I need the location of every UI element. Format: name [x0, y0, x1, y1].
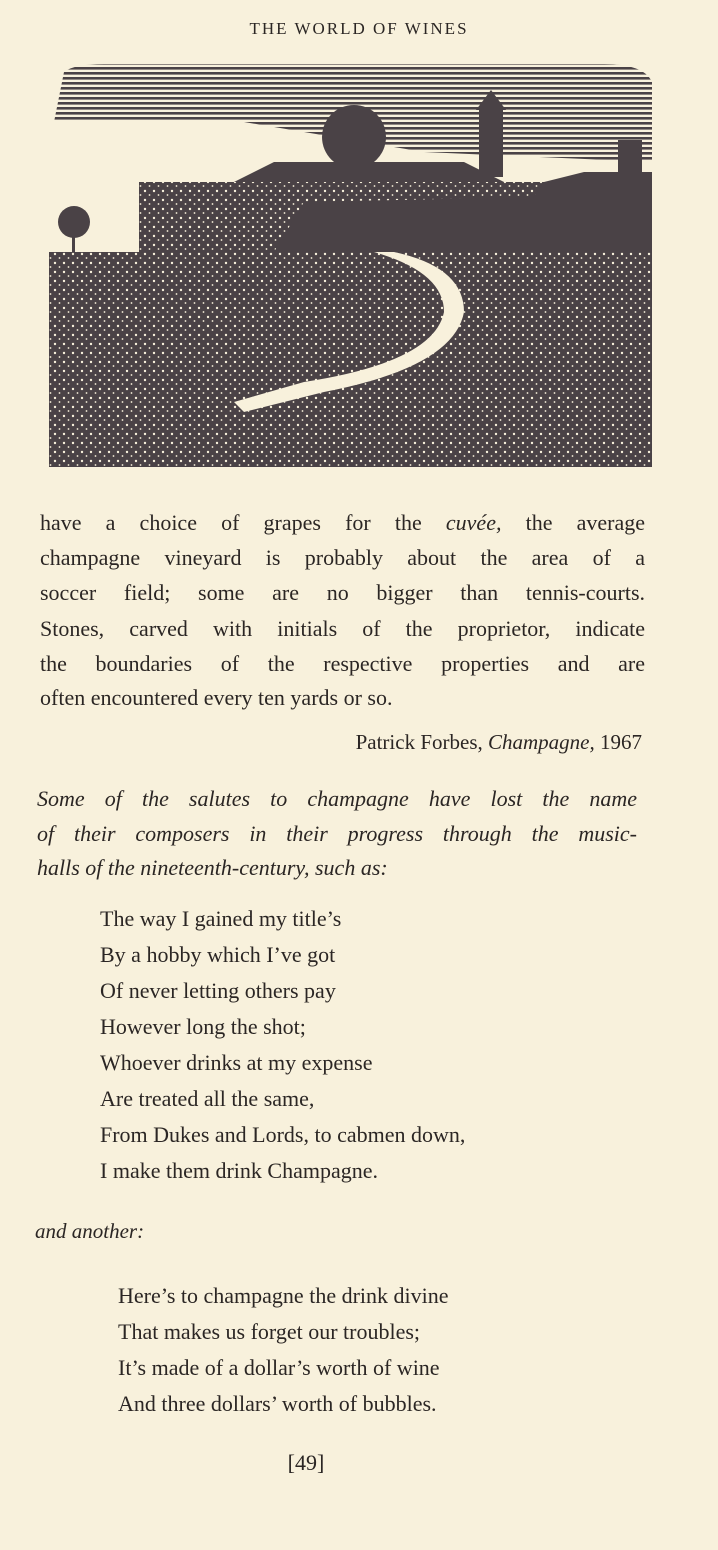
intro-line: Some of the salutes to champagne have lost the name [37, 786, 637, 811]
intro-line: halls of the nineteenth-century, such as: [37, 855, 388, 880]
body-line: champagne vineyard is probably about the area of a [40, 545, 645, 570]
tower [479, 107, 503, 177]
running-header: THE WORLD OF WINES [249, 19, 469, 38]
page-number: [49] [287, 1450, 325, 1475]
poem-line: Here’s to champagne the drink divine [118, 1283, 449, 1308]
intro-line: of their composers in their progress through the music- [37, 821, 637, 846]
body-line: soccer field; some are no bigger than tennis-courts. [40, 580, 645, 605]
vineyard-illustration [44, 62, 662, 472]
poem-line: And three dollars’ worth of bubbles. [118, 1391, 437, 1416]
poem-line: The way I gained my title’s [100, 906, 342, 931]
vineyard-field [49, 252, 652, 467]
poem-line: By a hobby which I’ve got [100, 942, 336, 967]
poem-line: It’s made of a dollar’s worth of wine [118, 1355, 440, 1380]
poem-line: Whoever drinks at my expense [100, 1050, 373, 1075]
transition-text: and another: [35, 1219, 145, 1243]
body-line: often encountered every ten yards or so. [40, 685, 393, 710]
poem-line: Of never letting others pay [100, 978, 336, 1003]
poem-line: That makes us forget our troubles; [118, 1319, 421, 1344]
poem-line: I make them drink Champagne. [100, 1158, 378, 1183]
poem-line: From Dukes and Lords, to cabmen down, [100, 1122, 466, 1147]
body-line: have a choice of grapes for the cuvée, the average [40, 510, 645, 535]
attribution: Patrick Forbes, Champagne, 1967 [355, 730, 642, 754]
tree [322, 105, 386, 169]
poem-line: However long the shot; [100, 1014, 306, 1039]
body-line: the boundaries of the respective properties and are [40, 651, 645, 676]
body-line: Stones, carved with initials of the proprietor, indicate [40, 616, 645, 641]
poem-line: Are treated all the same, [100, 1086, 315, 1111]
